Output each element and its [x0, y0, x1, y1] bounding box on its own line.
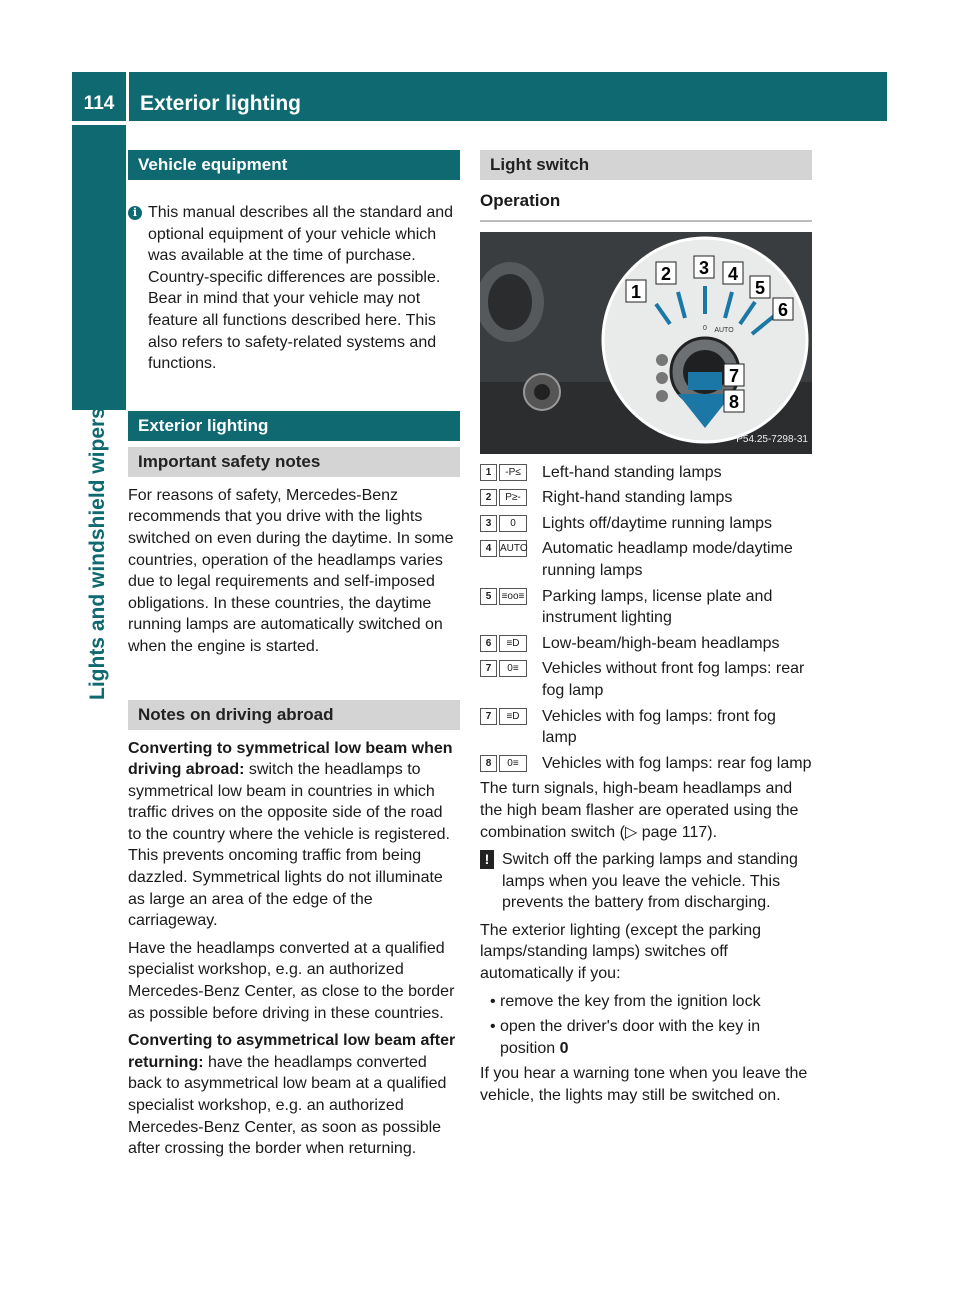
legend-text: Vehicles with fog lamps: rear fog lamp: [542, 754, 812, 772]
legend-number: 1: [480, 464, 497, 481]
legend-number: 7: [480, 660, 497, 677]
abroad-p1-text: switch the headlamps to symmetrical low beam in countries in which traffic drives on the opposite side of the road to the country where the vehicle is registered. This prevents oncoming traffic from being dazzled. Symmetrical lights do not illuminate as large an area of the edge of the carriageway.: [128, 761, 450, 930]
info-text: This manual describes all the standard and optional equipment of your vehicle which was available at the time of purchase. Country-specific differences are possible. Bear in mind that your vehicle may not feature all functions described here. This also refers to safety-related systems and functions.: [148, 204, 454, 373]
abroad-p1-bold: Converting to symmetrical low beam when driving abroad:: [128, 739, 453, 779]
callout-label-1: 1: [630, 281, 642, 302]
callout-label-7: 7: [728, 365, 740, 386]
legend-text: Automatic headlamp mode/daytime running lamps: [542, 540, 793, 579]
abroad-p3-text: have the headlamps converted back to asymmetrical low beam at a qualified specialist workshop, e.g. an authorized Mercedes-Benz Center, as soon as possible after crossing the border when returning.: [128, 1053, 447, 1158]
legend-number: 5: [480, 588, 497, 605]
light-switch-illustration: [480, 232, 812, 454]
legend-row: [480, 706, 812, 749]
operation-heading: Operation: [480, 191, 561, 210]
legend-symbol-icon: P≥-: [499, 489, 527, 506]
legend-row: [480, 658, 812, 701]
bullet-icon: •: [490, 1018, 496, 1036]
exterior-lighting-heading: Exterior lighting: [128, 411, 460, 441]
pull-arrow-stem: [688, 372, 722, 390]
right-column: [480, 150, 812, 1113]
legend-symbol-icon: AUTO: [499, 540, 527, 557]
legend-row: [480, 538, 812, 581]
aux-button-1: [656, 354, 668, 366]
list-item: [480, 1016, 812, 1059]
legend-row: [480, 586, 812, 629]
legend-row: [480, 513, 812, 535]
bullet-text-2: open the driver's door with the key in position: [500, 1018, 761, 1057]
safety-notes-heading: Important safety notes: [128, 447, 460, 477]
air-vent-inner: [488, 274, 532, 330]
warning-note: [480, 849, 812, 914]
list-item: [480, 991, 812, 1013]
bullet-text-1: remove the key from the ignition lock: [500, 992, 761, 1010]
abroad-paragraph-2: Have the headlamps converted at a qualified specialist workshop, e.g. an authorized Mercedes-Benz Center, as close to the border as possible before driving in these countries.: [128, 939, 455, 1022]
abroad-p3-bold: Converting to asymmetrical low beam after returning:: [128, 1032, 456, 1071]
legend-number: 8: [480, 755, 497, 772]
legend-keys: [480, 538, 542, 581]
legend-row: [480, 633, 812, 655]
callout-label-2: 2: [660, 263, 672, 284]
driving-abroad-heading: Notes on driving abroad: [128, 700, 460, 730]
auto-off-intro: The exterior lighting (except the parking lamps/standing lamps) switches off automatically if you:: [480, 921, 762, 983]
abroad-paragraph-1: [128, 738, 460, 932]
vehicle-equipment-heading: Vehicle equipment: [128, 150, 460, 180]
callout-label-8: 8: [728, 391, 740, 412]
dial-label-auto: AUTO: [714, 326, 734, 334]
legend-list: [480, 462, 812, 775]
legend-keys: [480, 633, 542, 655]
bullet-text-2-bold: 0: [559, 1039, 569, 1057]
turn-signals-text: The turn signals, high-beam headlamps and the high beam flasher are operated using the combination switch (▷ page 117).: [480, 780, 799, 841]
legend-number: 6: [480, 635, 497, 652]
warning-tone-text: If you hear a warning tone when you leave the vehicle, the lights may still be switched on.: [480, 1065, 808, 1105]
legend-symbol-icon: 0≡: [499, 755, 527, 772]
bullet-text-2-wrap: [500, 1016, 812, 1059]
legend-text: Right-hand standing lamps: [542, 489, 733, 507]
legend-text: Left-hand standing lamps: [542, 463, 722, 481]
legend-symbol-icon: ≡D: [499, 635, 527, 652]
callout-label-5: 5: [754, 277, 766, 298]
legend-symbol-icon: ≡D: [499, 708, 527, 725]
warning-text: Switch off the parking lamps and standing lamps when you leave the vehicle. This prevents the battery from discharging.: [502, 851, 798, 912]
chapter-title: Exterior lighting: [140, 92, 302, 115]
side-tab-label: Lights and windshield wipers: [86, 407, 109, 700]
legend-keys: [480, 586, 542, 629]
legend-symbol-icon: ≡oo≡: [499, 588, 527, 605]
legend-keys: [480, 658, 542, 701]
aux-button-3: [656, 390, 668, 402]
legend-keys: [480, 462, 542, 484]
legend-text: Low-beam/high-beam headlamps: [542, 634, 780, 652]
legend-row: [480, 487, 812, 509]
legend-keys: [480, 487, 542, 509]
legend-row: [480, 462, 812, 484]
info-note: [128, 202, 460, 375]
warning-icon: !: [480, 850, 494, 869]
legend-symbol-icon: 0: [499, 515, 527, 532]
legend-number: 4: [480, 540, 497, 557]
callout-label-6: 6: [777, 299, 789, 320]
legend-symbol-icon: -P≤: [499, 464, 527, 481]
abroad-paragraph-3: [128, 1030, 460, 1160]
page-number: 114: [83, 93, 115, 114]
operation-rule: [480, 220, 812, 222]
callout-label-3: 3: [698, 257, 710, 278]
aux-button-2: [656, 372, 668, 384]
light-switch-figure: [480, 232, 812, 454]
legend-number: 2: [480, 489, 497, 506]
small-light-switch-knob: [534, 384, 550, 400]
side-tab-label-wrap: [84, 407, 114, 700]
legend-text: Parking lamps, license plate and instrument lighting: [542, 587, 773, 627]
light-switch-heading: Light switch: [480, 150, 812, 180]
legend-text: Vehicles without front fog lamps: rear fog lamp: [542, 660, 805, 699]
figure-id: P54.25-7298-31: [736, 434, 808, 445]
legend-text: Vehicles with fog lamps: front fog lamp: [542, 707, 776, 747]
info-icon: i: [128, 206, 142, 220]
header-divider: [126, 72, 129, 121]
legend-number: 3: [480, 515, 497, 532]
callout-label-4: 4: [727, 263, 739, 284]
legend-keys: [480, 513, 542, 535]
left-column: [128, 150, 460, 1166]
legend-text: Lights off/daytime running lamps: [542, 514, 773, 532]
bullet-icon: •: [490, 992, 496, 1010]
legend-number: 7: [480, 708, 497, 725]
legend-symbol-icon: 0≡: [499, 660, 527, 677]
dial-label-zero: 0: [703, 324, 707, 332]
safety-text: For reasons of safety, Mercedes-Benz recommends that you drive with the lights switched on even during the daytime. In some countries, operation of the headlamps varies due to legal requirements and self-imposed obligations. In these countries, the daytime running lamps are automatically switched on when the engine is started.: [128, 486, 454, 655]
legend-keys: [480, 753, 542, 775]
legend-keys: [480, 706, 542, 749]
legend-row: [480, 753, 812, 775]
